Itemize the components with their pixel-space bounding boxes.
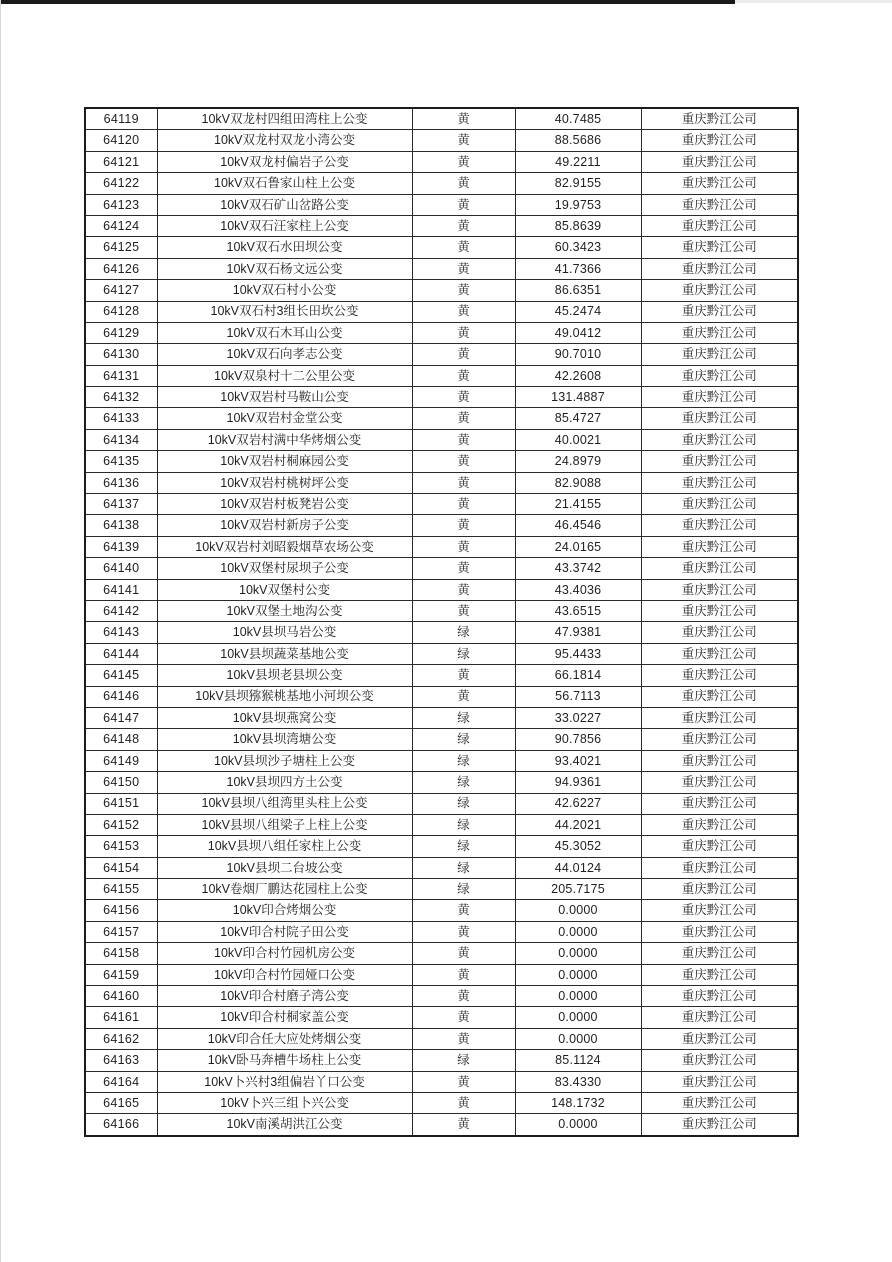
station-id-cell: 64161 (85, 1007, 157, 1028)
metric-value-cell: 86.6351 (515, 280, 641, 301)
metric-value-cell: 205.7175 (515, 879, 641, 900)
metric-value-cell: 46.4546 (515, 515, 641, 536)
station-id-cell: 64157 (85, 921, 157, 942)
table-row (85, 964, 798, 985)
transformer-name-cell: 10kV双岩村马鞍山公变 (157, 387, 412, 408)
transformer-name-cell: 10kV县坝猕猴桃基地小河坝公变 (157, 686, 412, 707)
status-flag-cell: 黄 (412, 472, 515, 493)
status-flag-cell: 黄 (412, 1007, 515, 1028)
table-row (85, 729, 798, 750)
station-id-cell: 64119 (85, 108, 157, 130)
station-id-cell: 64165 (85, 1092, 157, 1113)
status-flag-cell: 黄 (412, 1092, 515, 1113)
table-row (85, 836, 798, 857)
metric-value-cell: 0.0000 (515, 1007, 641, 1028)
station-id-cell: 64121 (85, 151, 157, 172)
company-name-cell: 重庆黔江公司 (641, 836, 798, 857)
transformer-name-cell: 10kV双岩村新房子公变 (157, 515, 412, 536)
status-flag-cell: 绿 (412, 750, 515, 771)
metric-value-cell: 56.7113 (515, 686, 641, 707)
station-id-cell: 64163 (85, 1050, 157, 1071)
transformer-name-cell: 10kV卷烟厂鹏达花园柱上公变 (157, 879, 412, 900)
company-name-cell: 重庆黔江公司 (641, 451, 798, 472)
status-flag-cell: 黄 (412, 173, 515, 194)
metric-value-cell: 21.4155 (515, 494, 641, 515)
transformer-name-cell: 10kV双岩村桃树坪公变 (157, 472, 412, 493)
metric-value-cell: 0.0000 (515, 986, 641, 1007)
table-row (85, 600, 798, 621)
table-row (85, 558, 798, 579)
table-row (85, 387, 798, 408)
company-name-cell: 重庆黔江公司 (641, 729, 798, 750)
metric-value-cell: 66.1814 (515, 665, 641, 686)
company-name-cell: 重庆黔江公司 (641, 900, 798, 921)
company-name-cell: 重庆黔江公司 (641, 365, 798, 386)
transformer-name-cell: 10kV双石矿山岔路公变 (157, 194, 412, 215)
transformer-name-cell: 10kV县坝沙子塘柱上公变 (157, 750, 412, 771)
company-name-cell: 重庆黔江公司 (641, 494, 798, 515)
status-flag-cell: 黄 (412, 258, 515, 279)
transformer-name-cell: 10kV双龙村偏岩子公变 (157, 151, 412, 172)
table-row (85, 814, 798, 835)
transformer-name-cell: 10kV县坝老县坝公变 (157, 665, 412, 686)
status-flag-cell: 黄 (412, 665, 515, 686)
metric-value-cell: 85.8639 (515, 215, 641, 236)
transformer-name-cell: 10kV双石汪家柱上公变 (157, 215, 412, 236)
metric-value-cell: 24.8979 (515, 451, 641, 472)
metric-value-cell: 44.0124 (515, 857, 641, 878)
table-row (85, 1050, 798, 1071)
transformer-name-cell: 10kV双石鲁家山柱上公变 (157, 173, 412, 194)
metric-value-cell: 0.0000 (515, 900, 641, 921)
transformer-name-cell: 10kV双石杨文远公变 (157, 258, 412, 279)
company-name-cell: 重庆黔江公司 (641, 237, 798, 258)
status-flag-cell: 绿 (412, 772, 515, 793)
company-name-cell: 重庆黔江公司 (641, 301, 798, 322)
company-name-cell: 重庆黔江公司 (641, 1007, 798, 1028)
metric-value-cell: 90.7856 (515, 729, 641, 750)
company-name-cell: 重庆黔江公司 (641, 536, 798, 557)
station-id-cell: 64159 (85, 964, 157, 985)
metric-value-cell: 148.1732 (515, 1092, 641, 1113)
transformer-table (84, 107, 799, 1137)
company-name-cell: 重庆黔江公司 (641, 1092, 798, 1113)
company-name-cell: 重庆黔江公司 (641, 964, 798, 985)
status-flag-cell: 黄 (412, 151, 515, 172)
company-name-cell: 重庆黔江公司 (641, 429, 798, 450)
status-flag-cell: 黄 (412, 536, 515, 557)
company-name-cell: 重庆黔江公司 (641, 857, 798, 878)
status-flag-cell: 黄 (412, 986, 515, 1007)
table-row (85, 515, 798, 536)
status-flag-cell: 黄 (412, 558, 515, 579)
table-row (85, 879, 798, 900)
table-row (85, 173, 798, 194)
status-flag-cell: 黄 (412, 451, 515, 472)
table-row (85, 772, 798, 793)
status-flag-cell: 黄 (412, 579, 515, 600)
metric-value-cell: 85.4727 (515, 408, 641, 429)
status-flag-cell: 黄 (412, 344, 515, 365)
metric-value-cell: 0.0000 (515, 1114, 641, 1136)
station-id-cell: 64128 (85, 301, 157, 322)
transformer-name-cell: 10kV县坝燕窝公变 (157, 707, 412, 728)
table-row (85, 943, 798, 964)
transformer-name-cell: 10kV县坝马岩公变 (157, 622, 412, 643)
station-id-cell: 64120 (85, 130, 157, 151)
company-name-cell: 重庆黔江公司 (641, 194, 798, 215)
metric-value-cell: 95.4433 (515, 643, 641, 664)
status-flag-cell: 黄 (412, 322, 515, 343)
station-id-cell: 64152 (85, 814, 157, 835)
metric-value-cell: 42.6227 (515, 793, 641, 814)
station-id-cell: 64124 (85, 215, 157, 236)
table-row (85, 793, 798, 814)
station-id-cell: 64134 (85, 429, 157, 450)
table-row (85, 900, 798, 921)
company-name-cell: 重庆黔江公司 (641, 879, 798, 900)
station-id-cell: 64123 (85, 194, 157, 215)
table-row (85, 1092, 798, 1113)
table-row (85, 301, 798, 322)
table-row (85, 429, 798, 450)
company-name-cell: 重庆黔江公司 (641, 622, 798, 643)
status-flag-cell: 绿 (412, 879, 515, 900)
transformer-name-cell: 10kV双石向孝志公变 (157, 344, 412, 365)
table-row (85, 622, 798, 643)
transformer-name-cell: 10kV双石水田坝公变 (157, 237, 412, 258)
company-name-cell: 重庆黔江公司 (641, 707, 798, 728)
table-row (85, 151, 798, 172)
transformer-name-cell: 10kV卧马奔槽牛场柱上公变 (157, 1050, 412, 1071)
table-row (85, 472, 798, 493)
table-row (85, 130, 798, 151)
metric-value-cell: 82.9088 (515, 472, 641, 493)
station-id-cell: 64138 (85, 515, 157, 536)
metric-value-cell: 43.6515 (515, 600, 641, 621)
table-row (85, 536, 798, 557)
company-name-cell: 重庆黔江公司 (641, 1028, 798, 1049)
company-name-cell: 重庆黔江公司 (641, 515, 798, 536)
transformer-name-cell: 10kV双岩村金堂公变 (157, 408, 412, 429)
status-flag-cell: 黄 (412, 686, 515, 707)
transformer-name-cell: 10kV卜兴村3组偏岩丫口公变 (157, 1071, 412, 1092)
table-row (85, 451, 798, 472)
table-row (85, 707, 798, 728)
metric-value-cell: 43.4036 (515, 579, 641, 600)
table-row (85, 237, 798, 258)
table-row (85, 686, 798, 707)
station-id-cell: 64150 (85, 772, 157, 793)
company-name-cell: 重庆黔江公司 (641, 344, 798, 365)
station-id-cell: 64144 (85, 643, 157, 664)
company-name-cell: 重庆黔江公司 (641, 108, 798, 130)
table-row (85, 494, 798, 515)
metric-value-cell: 43.3742 (515, 558, 641, 579)
station-id-cell: 64126 (85, 258, 157, 279)
company-name-cell: 重庆黔江公司 (641, 258, 798, 279)
station-id-cell: 64147 (85, 707, 157, 728)
table-row (85, 215, 798, 236)
company-name-cell: 重庆黔江公司 (641, 151, 798, 172)
metric-value-cell: 45.3052 (515, 836, 641, 857)
station-id-cell: 64137 (85, 494, 157, 515)
status-flag-cell: 绿 (412, 857, 515, 878)
station-id-cell: 64142 (85, 600, 157, 621)
metric-value-cell: 49.0412 (515, 322, 641, 343)
company-name-cell: 重庆黔江公司 (641, 814, 798, 835)
station-id-cell: 64162 (85, 1028, 157, 1049)
company-name-cell: 重庆黔江公司 (641, 793, 798, 814)
metric-value-cell: 83.4330 (515, 1071, 641, 1092)
transformer-name-cell: 10kV县坝二台坡公变 (157, 857, 412, 878)
transformer-name-cell: 10kV双龙村四组田湾柱上公变 (157, 108, 412, 130)
table-row (85, 921, 798, 942)
station-id-cell: 64125 (85, 237, 157, 258)
status-flag-cell: 黄 (412, 943, 515, 964)
status-flag-cell: 绿 (412, 707, 515, 728)
metric-value-cell: 0.0000 (515, 964, 641, 985)
metric-value-cell: 42.2608 (515, 365, 641, 386)
metric-value-cell: 85.1124 (515, 1050, 641, 1071)
status-flag-cell: 黄 (412, 964, 515, 985)
status-flag-cell: 黄 (412, 108, 515, 130)
company-name-cell: 重庆黔江公司 (641, 986, 798, 1007)
status-flag-cell: 黄 (412, 130, 515, 151)
station-id-cell: 64145 (85, 665, 157, 686)
metric-value-cell: 33.0227 (515, 707, 641, 728)
station-id-cell: 64160 (85, 986, 157, 1007)
status-flag-cell: 黄 (412, 387, 515, 408)
station-id-cell: 64164 (85, 1071, 157, 1092)
station-id-cell: 64155 (85, 879, 157, 900)
status-flag-cell: 黄 (412, 1071, 515, 1092)
metric-value-cell: 90.7010 (515, 344, 641, 365)
status-flag-cell: 黄 (412, 215, 515, 236)
table-row (85, 344, 798, 365)
transformer-name-cell: 10kV县坝蔬菜基地公变 (157, 643, 412, 664)
transformer-name-cell: 10kV双石木耳山公变 (157, 322, 412, 343)
status-flag-cell: 黄 (412, 600, 515, 621)
status-flag-cell: 黄 (412, 194, 515, 215)
company-name-cell: 重庆黔江公司 (641, 921, 798, 942)
station-id-cell: 64127 (85, 280, 157, 301)
document-page (84, 107, 797, 1137)
status-flag-cell: 绿 (412, 814, 515, 835)
table-row (85, 643, 798, 664)
transformer-name-cell: 10kV双岩村刘昭毅烟草农场公变 (157, 536, 412, 557)
metric-value-cell: 45.2474 (515, 301, 641, 322)
status-flag-cell: 黄 (412, 515, 515, 536)
status-flag-cell: 黄 (412, 900, 515, 921)
metric-value-cell: 131.4887 (515, 387, 641, 408)
metric-value-cell: 19.9753 (515, 194, 641, 215)
status-flag-cell: 黄 (412, 1028, 515, 1049)
transformer-name-cell: 10kV双岩村满中华烤烟公变 (157, 429, 412, 450)
table-row (85, 1028, 798, 1049)
table-row (85, 365, 798, 386)
status-flag-cell: 黄 (412, 494, 515, 515)
company-name-cell: 重庆黔江公司 (641, 215, 798, 236)
company-name-cell: 重庆黔江公司 (641, 643, 798, 664)
station-id-cell: 64153 (85, 836, 157, 857)
table-row (85, 408, 798, 429)
table-row (85, 986, 798, 1007)
status-flag-cell: 绿 (412, 729, 515, 750)
transformer-name-cell: 10kV县坝八组湾里头柱上公变 (157, 793, 412, 814)
metric-value-cell: 88.5686 (515, 130, 641, 151)
metric-value-cell: 0.0000 (515, 921, 641, 942)
transformer-name-cell: 10kV卜兴三组卜兴公变 (157, 1092, 412, 1113)
page-left-edge-line (0, 0, 1, 1262)
table-row (85, 1007, 798, 1028)
transformer-name-cell: 10kV县坝四方土公变 (157, 772, 412, 793)
transformer-name-cell: 10kV南溪胡洪江公变 (157, 1114, 412, 1136)
table-row (85, 1071, 798, 1092)
status-flag-cell: 黄 (412, 280, 515, 301)
company-name-cell: 重庆黔江公司 (641, 130, 798, 151)
metric-value-cell: 24.0165 (515, 536, 641, 557)
transformer-name-cell: 10kV印合任大应处烤烟公变 (157, 1028, 412, 1049)
company-name-cell: 重庆黔江公司 (641, 387, 798, 408)
station-id-cell: 64129 (85, 322, 157, 343)
window-top-edge-bar (0, 0, 735, 4)
station-id-cell: 64122 (85, 173, 157, 194)
company-name-cell: 重庆黔江公司 (641, 1050, 798, 1071)
company-name-cell: 重庆黔江公司 (641, 1071, 798, 1092)
transformer-name-cell: 10kV双堡村公变 (157, 579, 412, 600)
metric-value-cell: 47.9381 (515, 622, 641, 643)
transformer-name-cell: 10kV双岩村板凳岩公变 (157, 494, 412, 515)
station-id-cell: 64148 (85, 729, 157, 750)
status-flag-cell: 黄 (412, 301, 515, 322)
company-name-cell: 重庆黔江公司 (641, 280, 798, 301)
company-name-cell: 重庆黔江公司 (641, 772, 798, 793)
metric-value-cell: 41.7366 (515, 258, 641, 279)
station-id-cell: 64143 (85, 622, 157, 643)
status-flag-cell: 黄 (412, 429, 515, 450)
metric-value-cell: 40.0021 (515, 429, 641, 450)
table-row (85, 750, 798, 771)
metric-value-cell: 49.2211 (515, 151, 641, 172)
transformer-name-cell: 10kV印合村磨子湾公变 (157, 986, 412, 1007)
station-id-cell: 64140 (85, 558, 157, 579)
metric-value-cell: 44.2021 (515, 814, 641, 835)
status-flag-cell: 绿 (412, 622, 515, 643)
transformer-name-cell: 10kV印合烤烟公变 (157, 900, 412, 921)
status-flag-cell: 黄 (412, 237, 515, 258)
transformer-name-cell: 10kV印合村桐家盖公变 (157, 1007, 412, 1028)
table-row (85, 322, 798, 343)
transformer-name-cell: 10kV双泉村十二公里公变 (157, 365, 412, 386)
table-row (85, 857, 798, 878)
status-flag-cell: 黄 (412, 1114, 515, 1136)
transformer-name-cell: 10kV县坝八组梁子上柱上公变 (157, 814, 412, 835)
station-id-cell: 64141 (85, 579, 157, 600)
company-name-cell: 重庆黔江公司 (641, 600, 798, 621)
transformer-name-cell: 10kV双堡村尿坝子公变 (157, 558, 412, 579)
station-id-cell: 64154 (85, 857, 157, 878)
transformer-name-cell: 10kV县坝湾塘公变 (157, 729, 412, 750)
metric-value-cell: 94.9361 (515, 772, 641, 793)
company-name-cell: 重庆黔江公司 (641, 665, 798, 686)
station-id-cell: 64133 (85, 408, 157, 429)
station-id-cell: 64139 (85, 536, 157, 557)
window-top-edge-bar-light (735, 0, 892, 3)
station-id-cell: 64151 (85, 793, 157, 814)
company-name-cell: 重庆黔江公司 (641, 472, 798, 493)
company-name-cell: 重庆黔江公司 (641, 558, 798, 579)
company-name-cell: 重庆黔江公司 (641, 579, 798, 600)
station-id-cell: 64166 (85, 1114, 157, 1136)
metric-value-cell: 60.3423 (515, 237, 641, 258)
station-id-cell: 64132 (85, 387, 157, 408)
transformer-name-cell: 10kV双岩村桐麻园公变 (157, 451, 412, 472)
station-id-cell: 64130 (85, 344, 157, 365)
company-name-cell: 重庆黔江公司 (641, 943, 798, 964)
station-id-cell: 64156 (85, 900, 157, 921)
company-name-cell: 重庆黔江公司 (641, 322, 798, 343)
table-row (85, 280, 798, 301)
company-name-cell: 重庆黔江公司 (641, 408, 798, 429)
transformer-name-cell: 10kV印合村院子田公变 (157, 921, 412, 942)
station-id-cell: 64135 (85, 451, 157, 472)
transformer-name-cell: 10kV双石村3组长田坎公变 (157, 301, 412, 322)
transformer-name-cell: 10kV县坝八组任家柱上公变 (157, 836, 412, 857)
metric-value-cell: 82.9155 (515, 173, 641, 194)
status-flag-cell: 黄 (412, 408, 515, 429)
table-row (85, 665, 798, 686)
station-id-cell: 64131 (85, 365, 157, 386)
table-row (85, 1114, 798, 1136)
station-id-cell: 64136 (85, 472, 157, 493)
status-flag-cell: 黄 (412, 365, 515, 386)
station-id-cell: 64149 (85, 750, 157, 771)
transformer-name-cell: 10kV双堡土地沟公变 (157, 600, 412, 621)
table-row (85, 579, 798, 600)
company-name-cell: 重庆黔江公司 (641, 750, 798, 771)
company-name-cell: 重庆黔江公司 (641, 1114, 798, 1136)
table-row (85, 194, 798, 215)
company-name-cell: 重庆黔江公司 (641, 686, 798, 707)
metric-value-cell: 0.0000 (515, 943, 641, 964)
transformer-name-cell: 10kV印合村竹园机房公变 (157, 943, 412, 964)
status-flag-cell: 绿 (412, 836, 515, 857)
status-flag-cell: 黄 (412, 921, 515, 942)
status-flag-cell: 绿 (412, 1050, 515, 1071)
station-id-cell: 64158 (85, 943, 157, 964)
company-name-cell: 重庆黔江公司 (641, 173, 798, 194)
station-id-cell: 64146 (85, 686, 157, 707)
metric-value-cell: 40.7485 (515, 108, 641, 130)
status-flag-cell: 绿 (412, 793, 515, 814)
metric-value-cell: 0.0000 (515, 1028, 641, 1049)
metric-value-cell: 93.4021 (515, 750, 641, 771)
table-row (85, 258, 798, 279)
status-flag-cell: 绿 (412, 643, 515, 664)
transformer-name-cell: 10kV印合村竹园娅口公变 (157, 964, 412, 985)
transformer-name-cell: 10kV双石村小公变 (157, 280, 412, 301)
transformer-name-cell: 10kV双龙村双龙小湾公变 (157, 130, 412, 151)
table-row (85, 108, 798, 130)
